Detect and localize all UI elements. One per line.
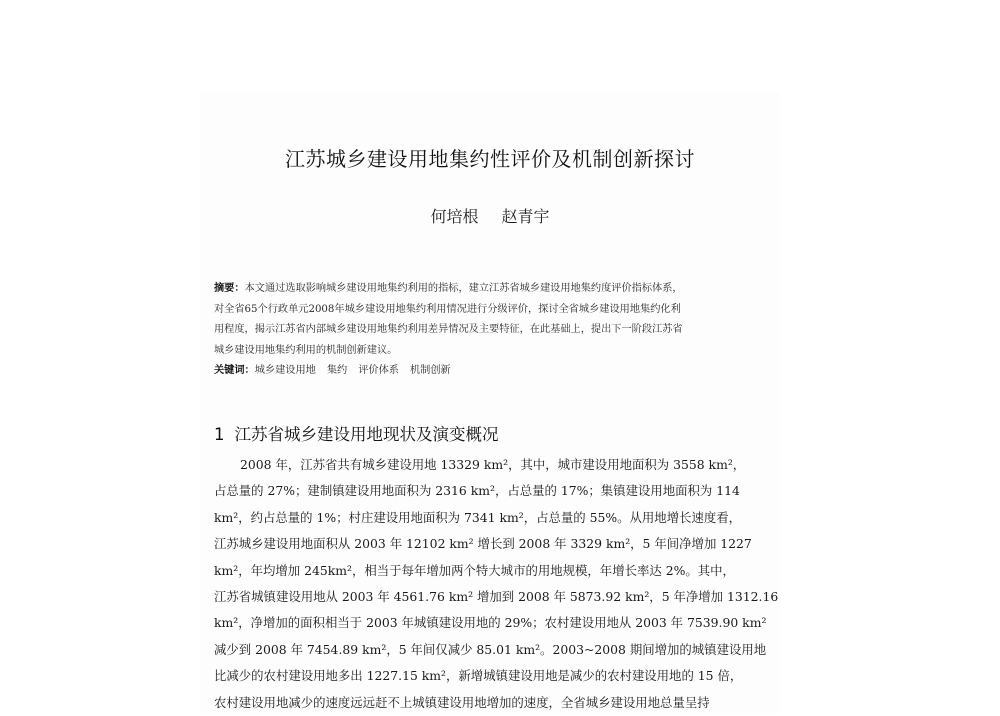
section-title: 江苏省城乡建设用地现状及演变概况 — [234, 425, 499, 444]
keywords-line — [214, 361, 762, 382]
keyword: 城乡建设用地 — [254, 365, 316, 376]
body-line: 江苏城乡建设用地面积从 2003 年 12102 km² 增长到 2008 年 3329 km²，5 年间净增加 1227 — [214, 536, 752, 552]
abstract-line: 对全省65个行政单元2008年城乡建设用地集约利用情况进行分级评价，探讨全省城乡建设用地集约化利 — [214, 303, 681, 315]
section-heading — [214, 421, 762, 445]
body-line: km²，年均增加 245km²，相当于每年增加两个特大城市的用地规模，年增长率达 2%。其中， — [214, 562, 735, 578]
abstract-label: 摘要： — [214, 283, 245, 294]
body-line: 占总量的 27%；建制镇建设用地面积为 2316 km²，占总量的 17%；集镇建设用地面积为 114 — [214, 483, 740, 499]
abstract-block — [214, 279, 762, 382]
abstract-line: 城乡建设用地集约利用的机制创新建议。 — [214, 344, 398, 356]
keyword: 机制创新 — [410, 365, 451, 376]
paper-title: 江苏城乡建设用地集约性评价及机制创新探讨 — [285, 147, 695, 171]
abstract-line — [214, 279, 762, 300]
abstract-text: 本文通过选取影响城乡建设用地集约利用的指标，建立江苏省城乡建设用地集约度评价指标体系， — [244, 283, 683, 294]
body-line: 2008 年，江苏省共有城乡建设用地 13329 km²，其中，城市建设用地面积为 3558 km²， — [240, 457, 746, 472]
body-line: 比减少的农村建设用地多出 1227.15 km²，新增城镇建设用地是减少的农村建设用地的 15 倍， — [214, 668, 743, 684]
body-line: 江苏省城镇建设用地从 2003 年 4561.76 km² 增加到 2008 年 5873.92 km²，5 年净增加 1312.16 — [214, 589, 779, 605]
body-line: km²，净增加的面积相当于 2003 年城镇建设用地的 29%；农村建设用地从 2003 年 7539.90 km² — [214, 615, 767, 631]
body-paragraph — [214, 452, 779, 716]
abstract-line: 用程度，揭示江苏省内部城乡建设用地集约利用差异情况及主要特征，在此基础上，提出下一阶段江苏省 — [214, 324, 683, 335]
section-number: 1 — [214, 425, 225, 444]
keyword: 评价体系 — [358, 365, 399, 376]
body-line: 减少到 2008 年 7454.89 km²，5 年间仅减少 85.01 km²。2003~2008 期间增加的城镇建设用地 — [214, 641, 767, 657]
author-name: 何培根 — [430, 207, 479, 226]
keyword: 集约 — [326, 365, 348, 376]
author-name: 赵青宇 — [501, 207, 550, 226]
body-line: km²，约占总量的 1%；村庄建设用地面积为 7341 km²，占总量的 55%。从用地增长速度看， — [214, 509, 742, 525]
author-list — [200, 204, 780, 227]
body-line: 农村建设用地减少的速度远远赶不上城镇建设用地增加的速度，全省城乡建设用地总量呈持 — [214, 694, 710, 710]
keywords-label: 关键词： — [214, 365, 255, 376]
